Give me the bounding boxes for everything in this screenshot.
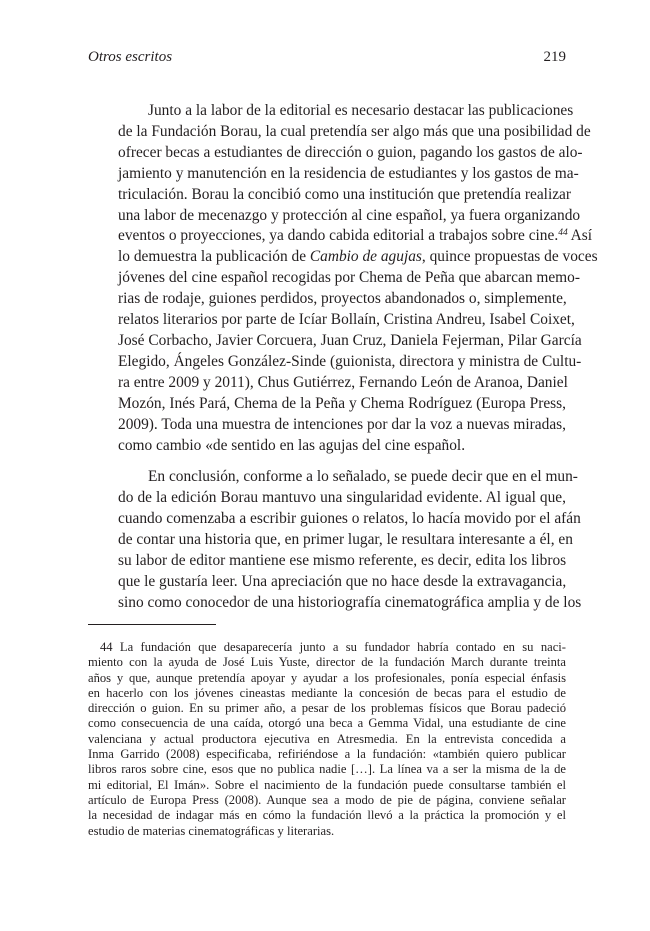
text-line: jamiento y manutención en la residencia de estudiantes y los gastos de ma- bbox=[118, 164, 579, 182]
footnote-line: libros raros sobre cine, esos que no publica nadie […]. La línea va a ser la misma de la de bbox=[88, 762, 566, 777]
text-line: de contar una historia que, en primer lugar, le resultara interesante a él, en bbox=[118, 531, 573, 549]
text-line: Elegido, Ángeles González-Sinde (guionista, directora y ministra de Cultu- bbox=[118, 352, 582, 370]
section-title: Otros escritos bbox=[88, 49, 173, 65]
text-segment: Así bbox=[567, 227, 593, 245]
text-line: rias de rodaje, guiones perdidos, proyectos abandonados o, simplemente, bbox=[118, 290, 567, 308]
text-line bbox=[88, 247, 598, 268]
text-line: sino como conocedor de una historiografía cinematográfica amplia y de los bbox=[118, 593, 582, 611]
text-line bbox=[88, 226, 593, 247]
footnote-line: artículo de Europa Press (2008). Aunque sea a modo de pie de página, conviene señalar bbox=[88, 792, 566, 807]
text-line: ra entre 2009 y 2011), Chus Gutiérrez, Fernando León de Aranoa, Daniel bbox=[118, 373, 568, 391]
text-line: Junto a la labor de la editorial es necesario destacar las publicaciones bbox=[148, 102, 574, 119]
footnote-line: la necesidad de indagar más en cómo la fundación llevó a la práctica la promoción y el bbox=[88, 808, 566, 823]
footnote-line: 44 La fundación que desaparecería junto a su fundador habría contado en su naci- bbox=[100, 640, 566, 654]
footnote-line: valenciana y actual productora ejecutiva en Atresmedia. En la entrevista concedida a bbox=[88, 731, 566, 746]
footnote-line: años y que, aunque pretendía apoyar y ayudar a los profesionales, ponía especial énfasis bbox=[88, 670, 566, 685]
paragraph-1 bbox=[88, 101, 598, 456]
text-line: José Corbacho, Javier Corcuera, Juan Cruz, Daniela Fejerman, Pilar García bbox=[118, 331, 582, 349]
footnote-line: miento con la ayuda de José Luis Yuste, director de la fundación March durante treinta bbox=[88, 655, 566, 670]
text-line: su labor de editor mantiene ese mismo referente, es decir, edita los libros bbox=[118, 552, 567, 570]
footnote-line: en hacerlo con los jóvenes cineastas mediante la concesión de becas para el estudio de bbox=[88, 685, 566, 700]
text-line: como cambio «de sentido en las agujas del cine español. bbox=[118, 436, 466, 454]
footnote-line: Inma Garrido (2008) especificaba, refiriéndose a la fundación: «también quiero publicar bbox=[88, 747, 566, 762]
text-segment: , quince propuestas de voces bbox=[421, 248, 598, 266]
text-segment: eventos o proyecciones, ya dando cabida editorial a trabajos sobre cine. bbox=[118, 227, 559, 245]
footnote-line: como consecuencia de una caída, otorgó una beca a Gemma Vidal, una estudiante de cine bbox=[88, 716, 566, 731]
text-line: una labor de mecenazgo y protección al cine español, ya fuera organizando bbox=[118, 206, 581, 224]
footnote-line: dirección o guion. En su primer año, a pesar de los problemas físicos que Borau padeció bbox=[88, 701, 566, 716]
book-title: Cambio de agujas bbox=[309, 248, 422, 266]
text-line: En conclusión, conforme a lo señalado, se puede decir que en el mun- bbox=[148, 468, 578, 486]
text-line: de la Fundación Borau, la cual pretendía ser algo más que una posibilidad de bbox=[118, 122, 591, 140]
text-line: jóvenes del cine español recogidas por Chema de Peña que abarcan memo- bbox=[118, 269, 580, 287]
text-line: que le gustaría leer. Una apreciación que no hace desde la extravagancia, bbox=[118, 572, 567, 590]
text-segment: lo demuestra la publicación de bbox=[118, 248, 310, 266]
text-line: cuando comenzaba a escribir guiones o relatos, lo hacía movido por el afán bbox=[118, 510, 581, 528]
text-line: 2009). Toda una muestra de intenciones por dar la voz a nuevas miradas, bbox=[118, 415, 566, 433]
paragraph-2 bbox=[88, 467, 582, 613]
footnote-line: estudio de materias cinematográficas y literarias. bbox=[88, 823, 335, 838]
footnote-separator bbox=[88, 624, 216, 625]
text-line: triculación. Borau la concibió como una institución que pretendía realizar bbox=[118, 185, 572, 203]
page-number: 219 bbox=[543, 49, 566, 65]
footnote-line: mi editorial, El Imán». Sobre el nacimiento de la fundación puede consultarse también el bbox=[88, 777, 566, 792]
paragraph-spacer bbox=[88, 456, 566, 467]
text-line: do de la edición Borau mantuvo una singularidad evidente. Al igual que, bbox=[118, 489, 566, 507]
body-text bbox=[88, 101, 598, 614]
running-head bbox=[88, 49, 566, 66]
text-line: relatos literarios por parte de Icíar Bollaín, Cristina Andreu, Isabel Coixet, bbox=[118, 311, 575, 329]
text-line: ofrecer becas a estudiantes de dirección o guion, pagando los gastos de alo- bbox=[118, 143, 583, 161]
footnote-44 bbox=[88, 640, 566, 839]
text-line: Mozón, Inés Pará, Chema de la Peña y Chema Rodríguez (Europa Press, bbox=[118, 394, 566, 412]
footnote-reference[interactable]: 44 bbox=[558, 228, 568, 239]
